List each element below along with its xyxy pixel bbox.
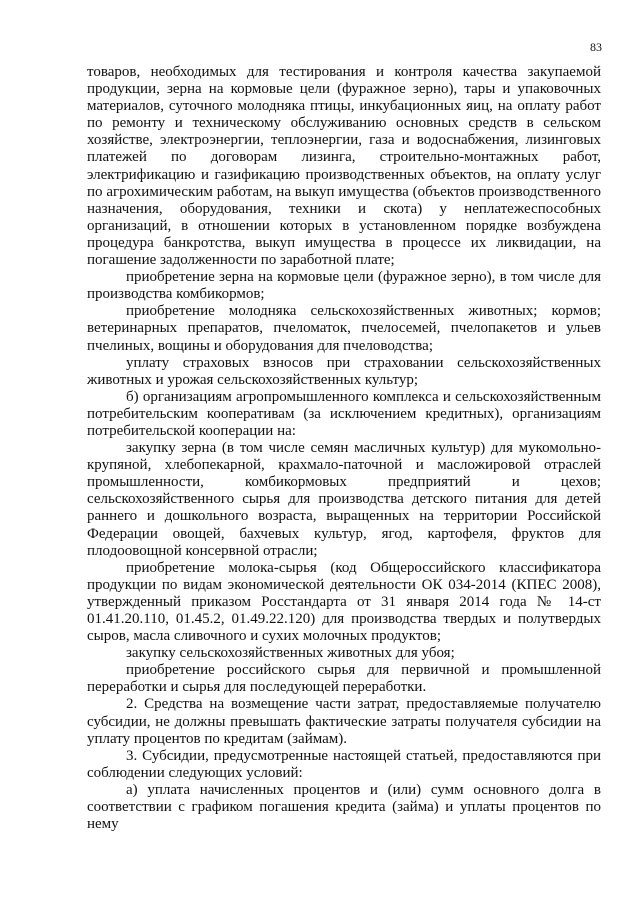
paragraph-7: приобретение молока-сырья (код Общероссийского классификатора продукции по видам экономической деятельности ОК 034-2014 (КПЕС 2008), утвержденный приказом Росстандарта от 31 января 2014 года № 14-ст 01.41.20.110, 01.45.2, 01.49.22.120) для производства твердых и полутвердых сыров, масла сливочного и сухих молочных продуктов; — [87, 559, 601, 645]
paragraph-6: закупку зерна (в том числе семян масличных культур) для мукомольно-крупяной, хлебопекарной, крахмало-паточной и масложировой отраслей промышленности, комбикормовых предприятий и цехов; сельскохозяйственного сырья для производства детского питания для детей раннего и дошкольного возраста, выращенных на территории Российской Федерации овощей, бахчевых культур, ягод, картофеля, фруктов для плодоовощной консервной отрасли; — [87, 440, 601, 559]
paragraph-3: приобретение молодняка сельскохозяйственных животных; кормов; ветеринарных препаратов, пчеломаток, пчелосемей, пчелопакетов и ульев пчелиных, вощины и оборудования для пчеловодства; — [87, 303, 601, 354]
paragraph-11: 3. Субсидии, предусмотренные настоящей статьей, предоставляются при соблюдении следующих условий: — [87, 747, 601, 781]
paragraph-12: а) уплата начисленных процентов и (или) сумм основного долга в соответствии с графиком погашения кредита (займа) и уплаты процентов по нему — [87, 781, 601, 833]
paragraph-1: товаров, необходимых для тестирования и контроля качества закупаемой продукции, зерна на кормовые цели (фуражное зерно), тары и упаковочных материалов, суточного молодняка птицы, инкубационных яиц, на оплату работ по ремонту и техническому обслуживанию основных средств в сельском хозяйстве, электроэнергии, теплоэнергии, газа и водоснабжения, лизинговых платежей по договорам лизинга, строительно-монтажных работ, электрификацию и газификацию производственных объектов, на оплату услуг по агрохимическим работам, на выкуп имущества (объектов производственного назначения, оборудования, техники и скота) у неплатежеспособных организаций, в отношении которых в установленном порядке возбуждена процедура банкротства, выкуп имущества в процессе их ликвидации, на погашение задолженности по заработной плате; — [87, 64, 601, 269]
paragraph-5: б) организациям агропромышленного комплекса и сельскохозяйственным потребительским кооперативам (за исключением кредитных), организациям потребительской кооперации на: — [87, 388, 601, 439]
paragraph-10: 2. Средства на возмещение части затрат, предоставляемые получателю субсидии, не должны превышать фактические затраты получателя субсидии на уплату процентов по кредитам (займам). — [87, 696, 601, 747]
page-number: 83 — [590, 40, 602, 54]
paragraph-9: приобретение российского сырья для первичной и промышленной переработки и сырья для последующей переработки. — [87, 662, 601, 696]
paragraph-2: приобретение зерна на кормовые цели (фуражное зерно), в том числе для производства комбикормов; — [87, 269, 601, 303]
paragraph-4: уплату страховых взносов при страховании сельскохозяйственных животных и урожая сельскохозяйственных культур; — [87, 354, 601, 388]
paragraph-8: закупку сельскохозяйственных животных для убоя; — [126, 645, 455, 662]
document-body — [87, 64, 601, 833]
